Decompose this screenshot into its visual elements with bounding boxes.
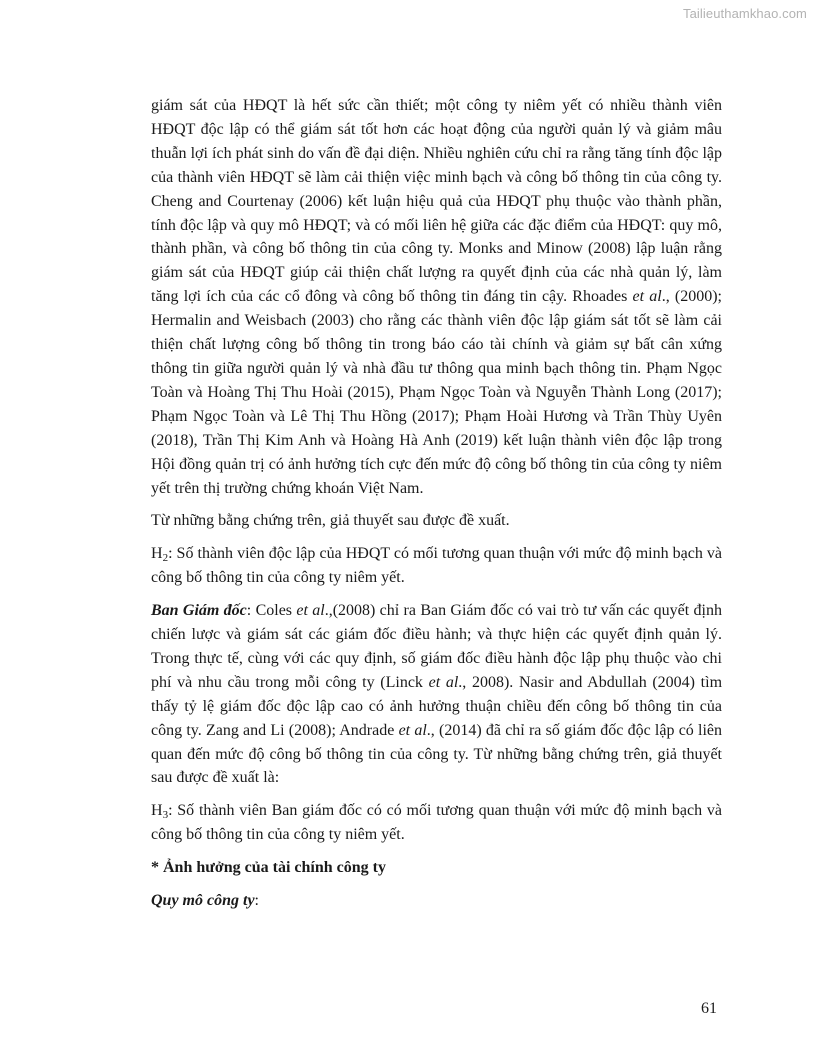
- et-al-italic: et al: [632, 288, 662, 306]
- subsection-colon: :: [254, 892, 259, 910]
- hypothesis-text: : Số thành viên độc lập của HĐQT có mối tương quan thuận với mức độ minh bạch và công bố thông tin của công ty niêm yết.: [151, 545, 722, 587]
- paragraph-text: ., (2000); Hermalin and Weisbach (2003) cho rằng các thành viên độc lập giám sát tốt sẽ làm cải thiện chất lượng công bố thông tin trong báo cáo tài chính và giảm sự bất cân xứng thông tin giữa người quản lý và nhà đầu tư thông qua minh bạch thông tin. Phạm Ngọc Toàn và Hoàng Thị Thu Hoài (2015), Phạm Ngọc Toàn và Nguyễn Thành Long (2017); Phạm Ngọc Toàn và Lê Thị Thu Hồng (2017); Phạm Hoài Hương và Trần Thùy Uyên (2018), Trần Thị Kim Anh và Hoàng Hà Anh (2019) kết luận thành viên độc lập trong Hội đồng quản trị có ảnh hưởng tích cực đến mức độ công bố thông tin của công ty niêm yết trên thị trường chứng khoán Việt Nam.: [151, 288, 722, 497]
- paragraph-text: : Coles: [246, 602, 297, 620]
- hypothesis-number: 3: [162, 809, 169, 822]
- subsection-heading: [151, 889, 722, 913]
- hypothesis-letter: H: [151, 802, 163, 820]
- et-al-italic: et al: [296, 602, 325, 620]
- paragraph-text: ., (2014) đã chỉ ra số giám đốc độc lập có liên quan đến mức độ công bố thông tin của công ty. Từ những bằng chứng trên, giả thuyết sau được đề xuất là:: [151, 721, 723, 787]
- paragraph-text: .,(2008) chỉ ra Ban Giám đốc có vai trò tư vấn các quyết định chiến lược và giám sát các giám đốc điều hành; và thực hiện các quyết định quản lý. Trong thực tế, cùng với các quy định, số giám đốc điều hành độc lập phụ thuộc vào chi phí và nhu cầu trong mỗi công ty (Linck: [151, 602, 723, 691]
- et-al-italic: et al: [398, 721, 427, 739]
- et-al-italic: et al: [428, 673, 459, 691]
- paragraph-transition: Từ những bằng chứng trên, giả thuyết sau được đề xuất.: [151, 512, 510, 530]
- page-body: [151, 94, 722, 913]
- hypothesis-text: : Số thành viên Ban giám đốc có có mối tương quan thuận với mức độ minh bạch và công bố thông tin của công ty niêm yết.: [151, 802, 722, 844]
- hypothesis-h2: [151, 542, 722, 590]
- paragraph-text: ., 2008). Nasir and Abdullah (2004) tìm thấy tỷ lệ giám đốc độc lập cao có ảnh hưởng thuận chiều đến công bố thông tin của công ty. Zang and Li (2008); Andrade: [151, 673, 723, 739]
- paragraph-board-independence: [151, 94, 722, 500]
- section-heading: * Ảnh hưởng của tài chính công ty: [151, 859, 386, 877]
- paragraph-board-of-directors: [151, 599, 722, 790]
- hypothesis-h3: [151, 799, 722, 847]
- watermark: Tailieuthamkhao.com: [682, 6, 807, 21]
- paragraph-text: giám sát của HĐQT là hết sức cần thiết; một công ty niêm yết có nhiều thành viên HĐQT độc lập có thể giám sát tốt hơn các hoạt động của người quản lý và giảm mâu thuẫn lợi ích phát sinh do vấn đề đại diện. Nhiều nghiên cứu chỉ ra rằng tăng tính độc lập của thành viên HĐQT sẽ làm cải thiện việc minh bạch và công bố thông tin của công ty. Cheng and Courtenay (2006) kết luận hiệu quả của HĐQT phụ thuộc vào thành phần, tính độc lập và quy mô HĐQT; và có mối liên hệ giữa các đặc điểm của HĐQT: quy mô, thành phần, và công bố thông tin của công ty. Monks and Minow (2008) lập luận rằng giám sát của HĐQT giúp cải thiện chất lượng ra quyết định của các nhà quản lý, làm tăng lợi ích của các cổ đông và công bố thông tin đáng tin cậy. Rhoades: [151, 97, 722, 306]
- inline-heading: Ban Giám đốc: [151, 602, 247, 620]
- page-number: 61: [701, 1000, 717, 1017]
- hypothesis-letter: H: [151, 545, 163, 563]
- subsection-title: Quy mô công ty: [151, 892, 255, 910]
- hypothesis-number: 2: [162, 552, 169, 565]
